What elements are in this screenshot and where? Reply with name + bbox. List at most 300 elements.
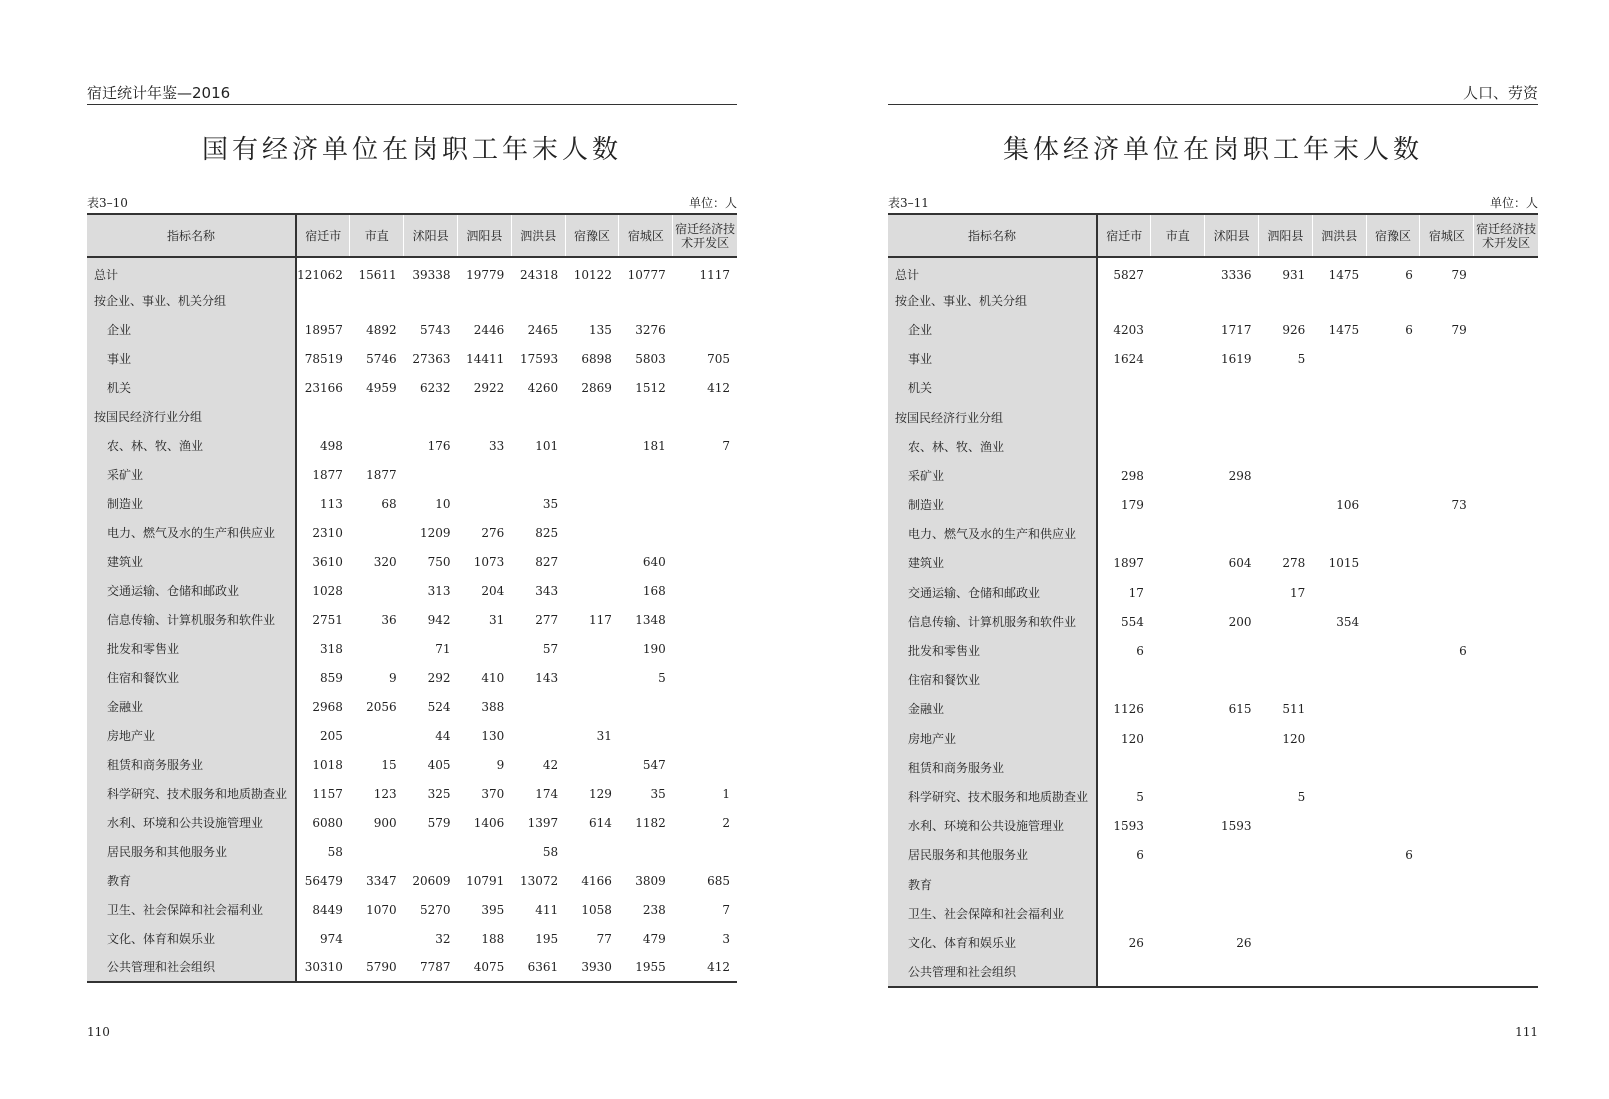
value-cell — [1151, 636, 1205, 665]
table-row — [87, 315, 737, 344]
value-cell — [1366, 491, 1420, 520]
table-row — [888, 724, 1538, 753]
value-cell: 388 — [481, 699, 505, 714]
value-cell: 859 — [319, 670, 343, 685]
value-cell — [673, 605, 737, 634]
value-cell: 3 — [722, 931, 730, 946]
value-cell: 5 — [1297, 352, 1306, 367]
value-cell: 2 — [722, 815, 730, 830]
table-row — [888, 928, 1538, 957]
indicator-name: 居民服务和其他服务业 — [87, 837, 296, 866]
value-cell — [619, 460, 673, 489]
value-cell — [404, 402, 458, 431]
value-cell: 1397 — [527, 815, 559, 830]
value-cell — [1420, 520, 1474, 549]
region-column-header: 市直 — [1151, 214, 1205, 257]
table-row — [87, 460, 737, 489]
indicator-name: 住宿和餐饮业 — [888, 666, 1097, 695]
value-cell — [1420, 461, 1474, 490]
indicator-name: 房地产业 — [888, 724, 1097, 753]
value-cell — [565, 663, 619, 692]
value-cell — [1420, 345, 1474, 374]
value-cell — [673, 837, 737, 866]
table-row — [87, 257, 737, 286]
value-cell — [1366, 578, 1420, 607]
value-cell — [1205, 432, 1259, 461]
value-cell — [1097, 958, 1151, 987]
value-cell — [350, 634, 404, 663]
value-cell: 370 — [481, 786, 505, 801]
value-cell: 18957 — [304, 322, 343, 337]
value-cell: 320 — [373, 554, 397, 569]
value-cell — [1097, 753, 1151, 782]
value-cell: 4892 — [366, 322, 397, 337]
table-row — [888, 257, 1538, 286]
value-cell: 121062 — [297, 268, 343, 282]
table-unit: 单位：人 — [1489, 196, 1538, 210]
value-cell — [1420, 928, 1474, 957]
value-cell: 31 — [596, 728, 612, 743]
value-cell: 79 — [1451, 268, 1467, 283]
value-cell — [458, 634, 512, 663]
value-cell — [1366, 520, 1420, 549]
value-cell — [1474, 928, 1538, 957]
table-row — [87, 547, 737, 576]
value-cell — [1151, 695, 1205, 724]
table-row — [888, 520, 1538, 549]
value-cell: 32 — [435, 931, 451, 946]
left-page — [87, 0, 737, 1099]
value-cell — [1474, 841, 1538, 870]
value-cell: 1 — [722, 786, 730, 801]
value-cell: 1058 — [581, 902, 612, 917]
indicator-name: 租赁和商务服务业 — [888, 753, 1097, 782]
value-cell: 685 — [707, 873, 730, 888]
value-cell: 35 — [650, 786, 666, 801]
value-cell: 1475 — [1328, 322, 1360, 337]
value-cell: 5827 — [1113, 268, 1144, 283]
value-cell — [1151, 782, 1205, 811]
value-cell — [1474, 520, 1538, 549]
value-cell: 604 — [1228, 556, 1252, 571]
value-cell: 26 — [1236, 935, 1252, 950]
table-row — [888, 958, 1538, 987]
header-row — [87, 214, 737, 257]
table-number: 表3–10 — [87, 196, 128, 210]
table-unit: 单位：人 — [688, 196, 737, 210]
table-row — [888, 578, 1538, 607]
indicator-name: 居民服务和其他服务业 — [888, 841, 1097, 870]
value-cell — [673, 286, 737, 315]
table-row — [87, 286, 737, 315]
value-cell: 1877 — [366, 467, 397, 482]
value-cell — [511, 402, 565, 431]
value-cell — [1259, 870, 1313, 899]
value-cell: 19779 — [466, 268, 505, 282]
value-cell: 7 — [722, 438, 730, 453]
value-cell: 4260 — [527, 380, 559, 395]
value-cell — [458, 286, 512, 315]
value-cell — [1151, 958, 1205, 987]
value-cell — [1151, 578, 1205, 607]
value-cell: 640 — [642, 554, 666, 569]
table-row — [87, 663, 737, 692]
indicator-name: 按国民经济行业分组 — [87, 402, 296, 431]
value-cell — [1205, 870, 1259, 899]
value-cell — [1151, 753, 1205, 782]
value-cell: 23166 — [304, 380, 343, 395]
value-cell: 6 — [1136, 644, 1144, 659]
indicator-name: 采矿业 — [87, 460, 296, 489]
value-cell — [458, 837, 512, 866]
value-cell — [673, 576, 737, 605]
running-head — [87, 84, 737, 105]
value-cell — [1205, 286, 1259, 315]
value-cell: 113 — [319, 496, 343, 511]
value-cell — [673, 402, 737, 431]
value-cell — [1151, 257, 1205, 286]
value-cell: 205 — [319, 728, 343, 743]
indicator-name: 公共管理和社会组织 — [87, 953, 296, 982]
value-cell — [1312, 432, 1366, 461]
value-cell: 8449 — [312, 902, 343, 917]
value-cell — [619, 286, 673, 315]
value-cell: 17 — [1128, 585, 1144, 600]
value-cell — [1366, 958, 1420, 987]
value-cell — [565, 460, 619, 489]
value-cell — [1420, 753, 1474, 782]
value-cell: 2869 — [581, 380, 612, 395]
region-column-header: 泗阳县 — [458, 214, 512, 257]
table-row — [87, 808, 737, 837]
running-head — [888, 84, 1538, 105]
value-cell — [1420, 695, 1474, 724]
indicator-name: 事业 — [888, 345, 1097, 374]
value-cell — [1259, 374, 1313, 403]
yearbook-title: 宿迁统计年鉴—2016 — [87, 84, 231, 102]
value-cell — [1205, 841, 1259, 870]
indicator-name: 教育 — [87, 866, 296, 895]
value-cell: 298 — [1120, 468, 1144, 483]
value-cell: 1015 — [1328, 556, 1360, 571]
value-cell: 926 — [1282, 322, 1306, 337]
value-cell: 2751 — [312, 612, 343, 627]
value-cell: 705 — [707, 351, 730, 366]
value-cell — [1366, 666, 1420, 695]
value-cell — [565, 750, 619, 779]
value-cell: 313 — [427, 583, 451, 598]
value-cell — [1151, 403, 1205, 432]
value-cell: 1073 — [473, 554, 505, 569]
table-row — [87, 634, 737, 663]
value-cell: 10 — [435, 496, 451, 511]
value-cell — [673, 663, 737, 692]
value-cell — [1420, 724, 1474, 753]
section-title: 人口、劳资 — [1462, 84, 1538, 102]
value-cell: 411 — [535, 902, 559, 917]
region-column-header: 沭阳县 — [1205, 214, 1259, 257]
value-cell: 614 — [589, 815, 612, 830]
value-cell — [1151, 491, 1205, 520]
value-cell: 120 — [1120, 731, 1144, 746]
region-column-header: 泗洪县 — [511, 214, 565, 257]
value-cell: 6361 — [511, 953, 565, 982]
value-cell — [296, 402, 350, 431]
table-row — [87, 605, 737, 634]
value-cell: 4166 — [581, 873, 612, 888]
value-cell: 195 — [535, 931, 559, 946]
value-cell: 71 — [435, 641, 451, 656]
value-cell: 36 — [381, 612, 397, 627]
indicator-column-header: 指标名称 — [87, 214, 296, 257]
indicator-name: 按企业、事业、机关分组 — [888, 286, 1097, 315]
value-cell: 7787 — [404, 953, 458, 982]
value-cell: 68 — [381, 496, 397, 511]
value-cell — [1205, 520, 1259, 549]
value-cell: 1018 — [312, 757, 343, 772]
value-cell — [1474, 812, 1538, 841]
value-cell: 1475 — [1328, 268, 1360, 283]
value-cell: 58 — [542, 844, 559, 859]
value-cell — [1205, 666, 1259, 695]
value-cell: 9 — [389, 670, 397, 685]
indicator-name: 建筑业 — [87, 547, 296, 576]
value-cell: 9 — [496, 757, 505, 772]
value-cell — [1420, 403, 1474, 432]
value-cell: 188 — [481, 931, 505, 946]
value-cell — [1259, 958, 1313, 987]
value-cell — [404, 837, 458, 866]
value-cell: 39338 — [412, 268, 451, 282]
value-cell — [1474, 899, 1538, 928]
value-cell: 354 — [1336, 614, 1360, 629]
value-cell: 298 — [1228, 468, 1252, 483]
page-number: 110 — [87, 1025, 110, 1039]
value-cell — [404, 286, 458, 315]
value-cell: 827 — [535, 554, 559, 569]
value-cell — [1151, 928, 1205, 957]
value-cell: 6898 — [581, 351, 612, 366]
value-cell: 44 — [435, 728, 451, 743]
value-cell — [350, 721, 404, 750]
value-cell: 277 — [535, 612, 559, 627]
indicator-name: 信息传输、计算机服务和软件业 — [888, 607, 1097, 636]
value-cell — [1420, 286, 1474, 315]
value-cell: 7 — [722, 902, 730, 917]
value-cell — [565, 547, 619, 576]
value-cell — [1205, 636, 1259, 665]
value-cell — [1312, 812, 1366, 841]
value-cell: 974 — [319, 931, 343, 946]
region-column-header: 宿豫区 — [565, 214, 619, 257]
value-cell — [673, 634, 737, 663]
indicator-name: 房地产业 — [87, 721, 296, 750]
table-row — [888, 286, 1538, 315]
table-row — [87, 837, 737, 866]
table-row — [87, 692, 737, 721]
region-column-header: 宿豫区 — [1366, 214, 1420, 257]
value-cell: 1070 — [366, 902, 397, 917]
value-cell — [1259, 432, 1313, 461]
value-cell — [1366, 461, 1420, 490]
value-cell — [1474, 403, 1538, 432]
value-cell — [1312, 286, 1366, 315]
value-cell — [1259, 899, 1313, 928]
indicator-name: 电力、燃气及水的生产和供应业 — [87, 518, 296, 547]
value-cell — [350, 576, 404, 605]
value-cell: 1593 — [1113, 819, 1144, 834]
value-cell: 79 — [1451, 322, 1467, 337]
region-column-header: 宿城区 — [619, 214, 673, 257]
value-cell — [1474, 257, 1538, 286]
value-cell — [673, 489, 737, 518]
table-row — [888, 345, 1538, 374]
value-cell: 1348 — [635, 612, 666, 627]
value-cell: 6232 — [419, 380, 451, 395]
value-cell: 1717 — [1220, 322, 1252, 337]
indicator-name: 按企业、事业、机关分组 — [87, 286, 296, 315]
indicator-name: 卫生、社会保障和社会福利业 — [888, 899, 1097, 928]
value-cell: 101 — [535, 438, 559, 453]
value-cell: 1406 — [473, 815, 505, 830]
value-cell — [619, 518, 673, 547]
value-cell: 1157 — [312, 786, 343, 801]
value-cell: 412 — [707, 380, 730, 395]
value-cell: 554 — [1120, 614, 1144, 629]
value-cell: 24318 — [519, 268, 559, 282]
value-cell — [673, 460, 737, 489]
value-cell: 14411 — [466, 351, 505, 366]
value-cell: 5 — [1136, 789, 1144, 804]
table-row — [888, 432, 1538, 461]
value-cell — [511, 692, 565, 721]
indicator-name: 制造业 — [888, 491, 1097, 520]
value-cell: 168 — [642, 583, 666, 598]
table-row — [87, 866, 737, 895]
value-cell — [1259, 607, 1313, 636]
indicator-name: 信息传输、计算机服务和软件业 — [87, 605, 296, 634]
value-cell — [1205, 724, 1259, 753]
value-cell — [673, 315, 737, 344]
value-cell — [1151, 841, 1205, 870]
value-cell: 78519 — [304, 351, 343, 366]
value-cell: 5743 — [419, 322, 451, 337]
region-column-header: 宿城区 — [1420, 214, 1474, 257]
value-cell: 931 — [1282, 268, 1306, 283]
value-cell — [1474, 870, 1538, 899]
value-cell — [565, 489, 619, 518]
value-cell: 343 — [535, 583, 559, 598]
value-cell — [1312, 461, 1366, 490]
indicator-name: 教育 — [888, 870, 1097, 899]
value-cell: 1897 — [1113, 556, 1144, 571]
value-cell — [1151, 549, 1205, 578]
value-cell: 395 — [481, 902, 505, 917]
value-cell: 3930 — [565, 953, 619, 982]
value-cell — [458, 460, 512, 489]
value-cell: 179 — [1120, 498, 1144, 513]
value-cell: 1512 — [635, 380, 666, 395]
indicator-name: 制造业 — [87, 489, 296, 518]
value-cell — [1205, 753, 1259, 782]
table-row — [888, 812, 1538, 841]
value-cell: 30310 — [296, 953, 350, 982]
value-cell: 129 — [589, 786, 612, 801]
value-cell — [1151, 345, 1205, 374]
indicator-name: 住宿和餐饮业 — [87, 663, 296, 692]
value-cell: 27363 — [412, 351, 451, 366]
page-number: 111 — [1515, 1025, 1538, 1039]
value-cell: 750 — [427, 554, 451, 569]
value-cell: 15611 — [358, 268, 397, 282]
value-cell: 176 — [427, 438, 451, 453]
table-row — [888, 636, 1538, 665]
value-cell: 10791 — [466, 873, 505, 888]
value-cell — [1474, 695, 1538, 724]
value-cell: 2465 — [527, 322, 559, 337]
value-cell — [1312, 520, 1366, 549]
value-cell: 825 — [535, 525, 559, 540]
value-cell — [1259, 491, 1313, 520]
indicator-name: 建筑业 — [888, 549, 1097, 578]
value-cell: 190 — [642, 641, 666, 656]
value-cell — [1474, 315, 1538, 344]
table-title: 集体经济单位在岗职工年末人数 — [1002, 135, 1423, 165]
table-row — [888, 403, 1538, 432]
value-cell: 2922 — [473, 380, 505, 395]
value-cell — [1151, 315, 1205, 344]
value-cell: 3347 — [366, 873, 397, 888]
value-cell — [1420, 374, 1474, 403]
value-cell — [1366, 899, 1420, 928]
table-row — [888, 607, 1538, 636]
value-cell: 547 — [642, 757, 666, 772]
region-column-header: 宿迁经济技术开发区 — [1474, 214, 1538, 257]
value-cell — [1474, 607, 1538, 636]
value-cell: 73 — [1451, 498, 1467, 513]
value-cell: 412 — [673, 953, 737, 982]
value-cell — [1312, 724, 1366, 753]
region-column-header: 泗阳县 — [1259, 214, 1313, 257]
value-cell: 3336 — [1220, 268, 1252, 283]
indicator-name: 交通运输、仓储和邮政业 — [888, 578, 1097, 607]
region-column-header: 市直 — [350, 214, 404, 257]
value-cell: 4203 — [1113, 322, 1144, 337]
value-cell — [1474, 549, 1538, 578]
value-cell — [1366, 782, 1420, 811]
value-cell — [1366, 549, 1420, 578]
value-cell — [350, 518, 404, 547]
value-cell: 33 — [489, 438, 505, 453]
value-cell — [619, 692, 673, 721]
value-cell — [1097, 520, 1151, 549]
value-cell — [1205, 491, 1259, 520]
value-cell — [673, 547, 737, 576]
indicator-name: 事业 — [87, 344, 296, 373]
value-cell — [511, 460, 565, 489]
value-cell — [1474, 958, 1538, 987]
value-cell — [673, 518, 737, 547]
value-cell — [1474, 286, 1538, 315]
value-cell — [1366, 928, 1420, 957]
value-cell: 5790 — [350, 953, 404, 982]
value-cell — [565, 402, 619, 431]
value-cell — [1259, 403, 1313, 432]
value-cell — [1259, 753, 1313, 782]
value-cell: 42 — [542, 757, 559, 772]
value-cell — [1259, 666, 1313, 695]
value-cell: 6 — [1405, 848, 1413, 863]
